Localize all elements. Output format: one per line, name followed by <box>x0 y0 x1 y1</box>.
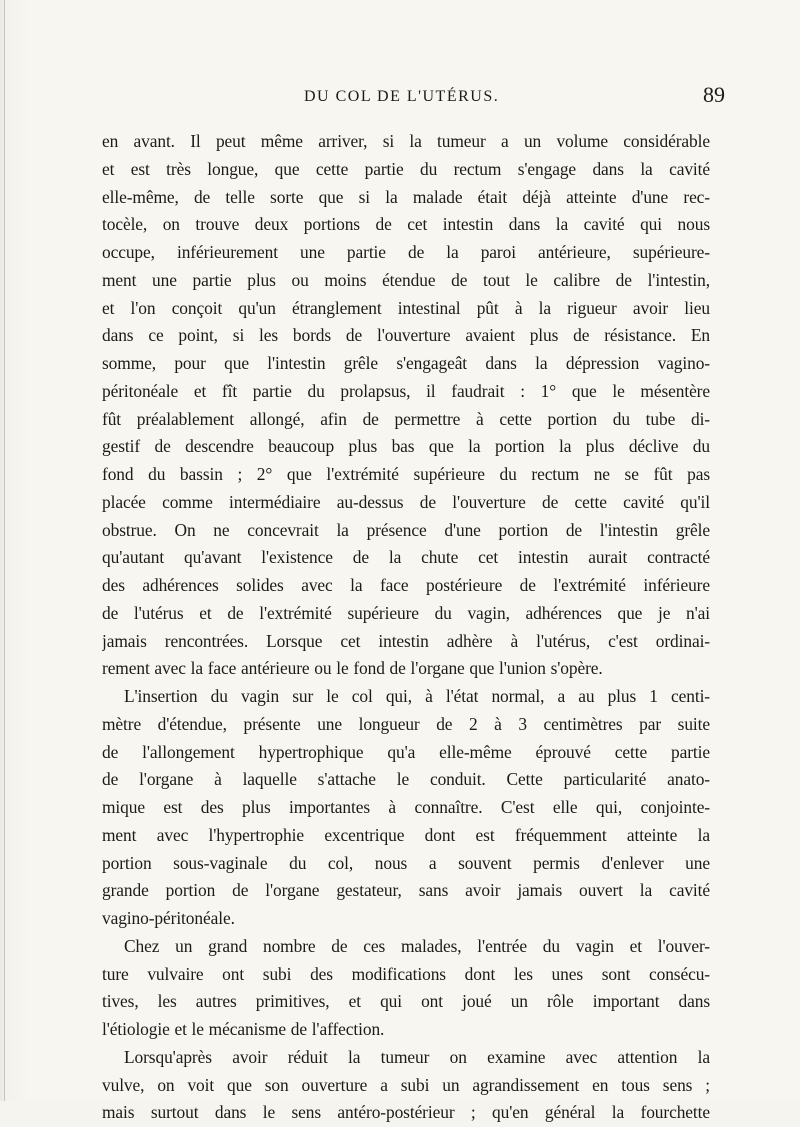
text-line: de l'allongement hypertrophique qu'a elle-même éprouvé cette partie <box>102 741 710 762</box>
text-line: en avant. Il peut même arriver, si la tumeur a un volume considérable <box>102 131 710 151</box>
text-line: et est très longue, que cette partie du rectum s'engage dans la cavité <box>102 158 710 179</box>
text-line: mètre d'étendue, présente une longueur de 2 à 3 centimètres par suite <box>102 713 710 734</box>
text-line: tives, les autres primitives, et qui ont joué un rôle important dans <box>102 991 710 1012</box>
text-line: ment avec l'hypertrophie excentrique dont est fréquemment atteinte la <box>102 824 710 845</box>
text-line: gestif de descendre beaucoup plus bas que la portion la plus déclive du <box>102 436 710 457</box>
text-line: mique est des plus importantes à connaître. C'est elle qui, conjointe- <box>102 797 710 817</box>
text-line: de l'utérus et de l'extrémité supérieure du vagin, adhérences que je n'ai <box>102 602 710 623</box>
text-line: portion sous-vaginale du col, nous a souvent permis d'enlever une <box>102 852 710 873</box>
page-number: 89 <box>703 82 725 107</box>
text-line: ture vulvaire ont subi des modifications dont les unes sont consécu- <box>102 963 710 984</box>
text-line: elle-même, de telle sorte que si la malade était déjà atteinte d'une rec- <box>102 186 710 207</box>
text-line: vulve, on voit que son ouverture a subi un agrandissement en tous sens ; <box>102 1074 710 1095</box>
text-line: tocèle, on trouve deux portions de cet intestin dans la cavité qui nous <box>102 214 710 235</box>
text-line: de l'organe à laquelle s'attache le conduit. Cette particularité anato- <box>102 769 710 790</box>
text-line: péritonéale et fît partie du prolapsus, il faudrait : 1° que le mésentère <box>102 380 710 401</box>
text-line: jamais rencontrées. Lorsque cet intestin adhère à l'utérus, c'est ordinai- <box>102 630 710 651</box>
text-line: ment une partie plus ou moins étendue de tout le calibre de l'intestin, <box>102 269 710 290</box>
text-line: Chez un grand nombre de ces malades, l'entrée du vagin et l'ouver- <box>124 935 710 956</box>
text-line: rement avec la face antérieure ou le fond de l'organe que l'union s'opère. <box>102 658 603 679</box>
text-line: L'insertion du vagin sur le col qui, à l'état normal, a au plus 1 centi- <box>124 686 710 706</box>
binding-edge <box>4 0 5 1101</box>
text-line: et l'on conçoit qu'un étranglement intestinal pût à la rigueur avoir lieu <box>102 297 710 318</box>
text-line: fût préalablement allongé, afin de permettre à cette portion du tube di- <box>102 408 710 429</box>
text-line: des adhérences solides avec la face postérieure de l'extrémité inférieure <box>102 575 710 595</box>
text-line: placée comme intermédiaire au-dessus de l'ouverture de cette cavité qu'il <box>102 491 710 512</box>
text-line: Lorsqu'après avoir réduit la tumeur on examine avec attention la <box>124 1046 710 1067</box>
text-line: vagino-péritonéale. <box>102 908 235 928</box>
text-line: l'étiologie et le mécanisme de l'affection. <box>102 1019 385 1039</box>
running-header <box>0 82 800 118</box>
text-line: qu'autant qu'avant l'existence de la chute cet intestin aurait contracté <box>102 547 710 568</box>
text-line: somme, pour que l'intestin grêle s'engageât dans la dépression vagino- <box>102 353 710 373</box>
text-line: grande portion de l'organe gestateur, sans avoir jamais ouvert la cavité <box>102 880 710 901</box>
text-line: dans ce point, si les bords de l'ouverture avaient plus de résistance. En <box>102 325 710 346</box>
text-line: obstrue. On ne concevrait la présence d'une portion de l'intestin grêle <box>102 519 710 540</box>
text-line: occupe, inférieurement une partie de la paroi antérieure, supérieure- <box>102 242 710 262</box>
text-line: mais surtout dans le sens antéro-postérieur ; qu'en général la fourchette <box>102 1102 710 1123</box>
body-text <box>102 128 710 1127</box>
text-line: fond du bassin ; 2° que l'extrémité supérieure du rectum ne se fût pas <box>102 464 710 484</box>
running-title: DU COL DE L'UTÉRUS. <box>304 88 500 105</box>
